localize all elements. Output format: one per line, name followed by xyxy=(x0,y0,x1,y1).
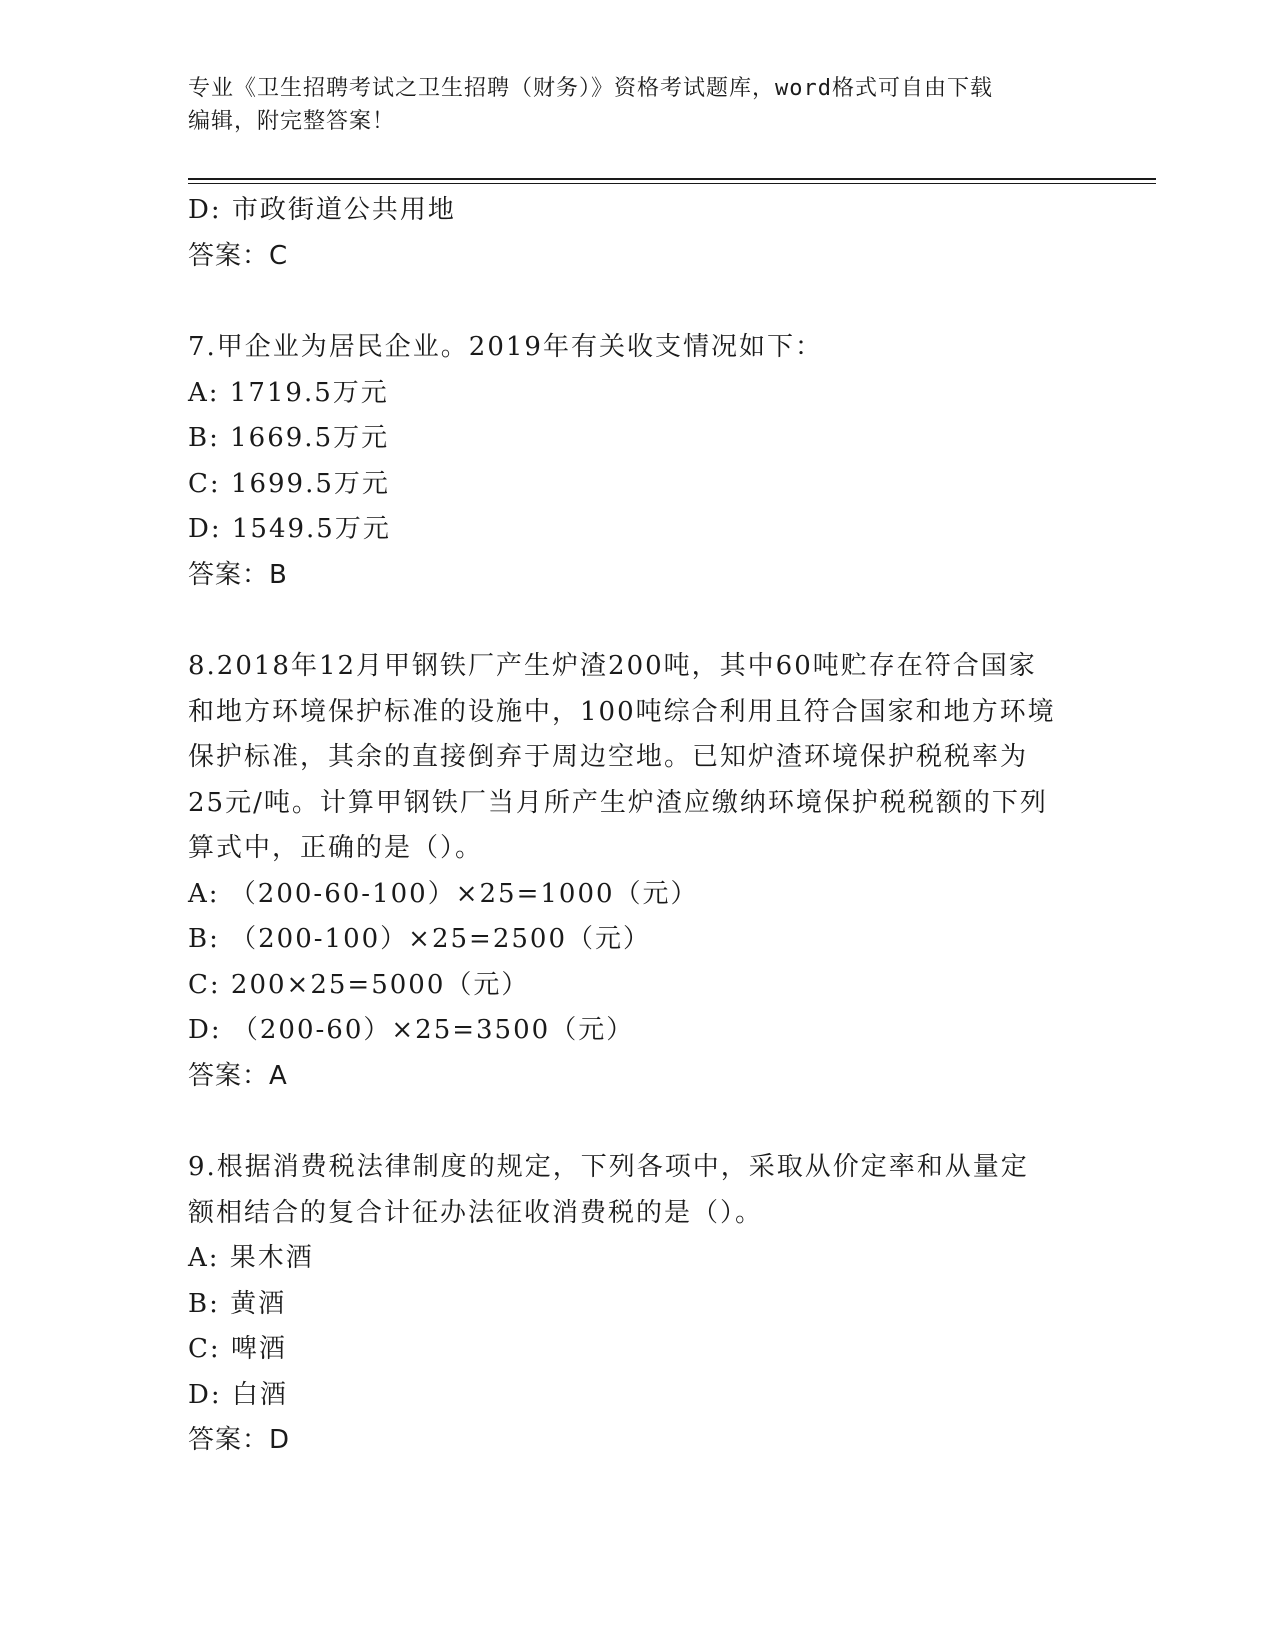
option-a: A: （200-60-100）×25=1000（元） xyxy=(188,878,699,909)
header-divider-thick xyxy=(188,178,1156,180)
question-text-line: 保护标准，其余的直接倒弃于周边空地。已知炉渣环境保护税税率为 xyxy=(188,742,1029,772)
spacer xyxy=(188,598,1088,644)
option-c: C: 啤酒 xyxy=(188,1334,287,1364)
option-b: B: 黄酒 xyxy=(188,1288,287,1319)
answer-line: 答案：D xyxy=(188,1425,291,1455)
option-d: D: 白酒 xyxy=(188,1379,288,1410)
spacer xyxy=(188,279,1088,325)
option-c: C: 1699.5万元 xyxy=(188,468,390,499)
question-text-line: 7.甲企业为居民企业。2019年有关收支情况如下： xyxy=(188,332,823,362)
header-divider-thin xyxy=(188,183,1156,184)
answer-line: 答案：B xyxy=(188,559,288,590)
header-line-1: 专业《卫生招聘考试之卫生招聘（财务）》资格考试题库，word格式可自由下载 xyxy=(188,76,993,101)
option-b: B: 1669.5万元 xyxy=(188,423,390,453)
option-b: B: （200-100）×25=2500（元） xyxy=(188,924,651,954)
answer-line: 答案：A xyxy=(188,1060,288,1091)
document-header xyxy=(188,72,1088,138)
question-7 xyxy=(188,325,1088,598)
question-text-line: 8.2018年12月甲钢铁厂产生炉渣200吨，其中60吨贮存在符合国家 xyxy=(188,651,1037,681)
previous-question-tail xyxy=(188,188,1088,279)
option-d: D: （200-60）×25=3500（元） xyxy=(188,1015,635,1045)
option-a: A: 1719.5万元 xyxy=(188,377,389,408)
question-text-line: 算式中，正确的是（）。 xyxy=(188,833,484,863)
option-a: A: 果木酒 xyxy=(188,1243,314,1273)
option-c: C: 200×25=5000（元） xyxy=(188,969,530,1000)
answer-line: 答案：C xyxy=(188,240,289,271)
question-8 xyxy=(188,644,1088,1099)
header-line-2: 编辑，附完整答案！ xyxy=(188,109,396,134)
option-d: D: 市政街道公共用地 xyxy=(188,195,456,225)
question-text-line: 额相结合的复合计征办法征收消费税的是（）。 xyxy=(188,1197,764,1228)
spacer xyxy=(188,1099,1088,1145)
question-text-line: 和地方环境保护标准的设施中，100吨综合利用且符合国家和地方环境 xyxy=(188,696,1056,727)
question-text-line: 9.根据消费税法律制度的规定，下列各项中，采取从价定率和从量定 xyxy=(188,1152,1029,1182)
document-body xyxy=(188,188,1088,1464)
question-9 xyxy=(188,1145,1088,1464)
option-d: D: 1549.5万元 xyxy=(188,514,391,544)
question-text-line: 25元/吨。计算甲钢铁厂当月所产生炉渣应缴纳环境保护税税额的下列 xyxy=(188,787,1048,818)
